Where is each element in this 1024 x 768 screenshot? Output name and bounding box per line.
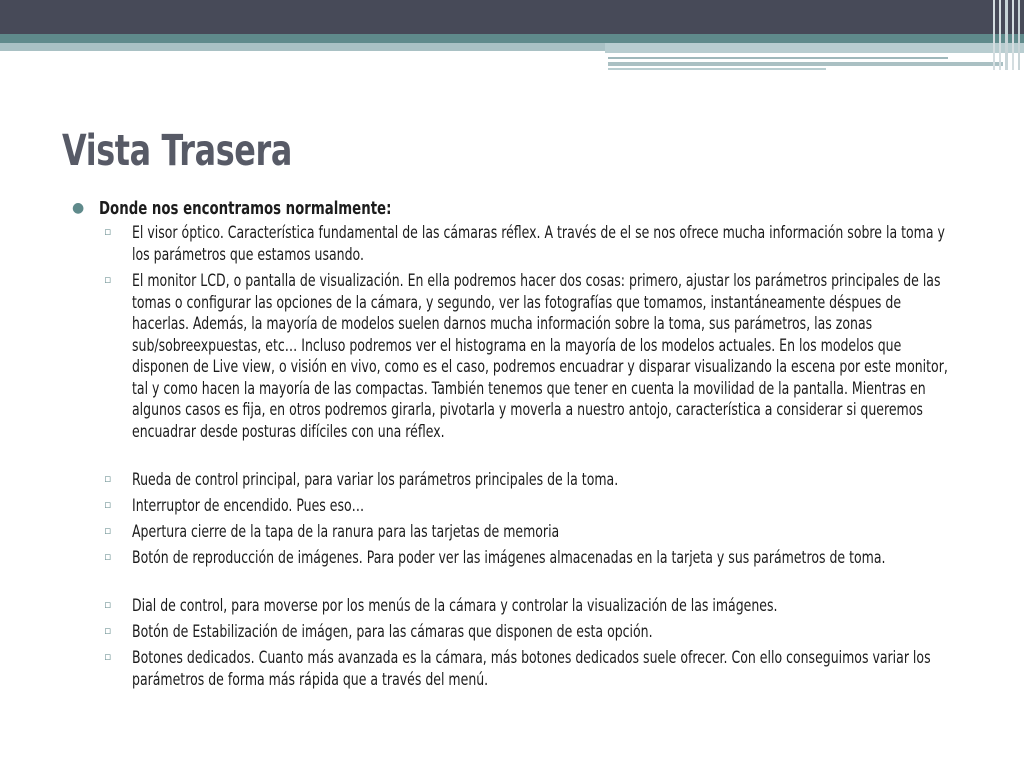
header-vertical-line [1012, 0, 1014, 70]
list-item-text: Interruptor de encendido. Pues eso… [132, 496, 365, 516]
square-bullet-icon: ▫ [104, 472, 112, 485]
header-band-dark [0, 0, 1024, 34]
square-bullet-icon: ▫ [104, 598, 112, 611]
square-bullet-icon: ▫ [104, 550, 112, 563]
list-item [0, 223, 1024, 266]
list-item-text: Rueda de control principal, para variar los parámetros principales de la toma. [132, 470, 619, 490]
list-item-text: Botón de Estabilización de imágen, para las cámaras que disponen de esta opción. [132, 622, 653, 642]
header-vertical-line [1018, 0, 1020, 70]
slide-title: Vista Trasera [62, 126, 292, 176]
square-bullet-icon: ▫ [104, 498, 112, 511]
header-strip [608, 68, 826, 70]
header-band-light-right [605, 43, 1024, 53]
list-item [0, 271, 1024, 465]
header-band-teal [0, 34, 1024, 43]
list-item [0, 496, 1024, 517]
header-vertical-line [999, 0, 1001, 70]
square-bullet-icon: ▫ [104, 524, 112, 537]
header-band-light [0, 43, 605, 51]
list-item [0, 622, 1024, 643]
sub-bullet-list [0, 223, 1024, 696]
list-item [0, 648, 1024, 691]
bullet-dot-icon: ● [72, 200, 85, 216]
list-item-text: El monitor LCD, o pantalla de visualización. En ella podremos hacer dos cosas: primero, ajustar los parámetros principales de las tomas o configurar las opciones de la cámara, y segundo, ver las fotografías que tomamos, instantáneamente déspues de hacerlas. Además, la mayoría de modelos suelen darnos mucha información sobre la toma, sus parámetros, las zonas sub/sobreexpuestas, etc… Incluso podremos ver el histograma en la mayoría de los modelos actuales. En los modelos que disponen de Live view, o visión en vivo, como es el caso, podremos encuadrar y disparar visualizando la escena por este monitor, tal y como hacen la mayoría de las compactas. También tenemos que tener en cuenta la movilidad de la pantalla. Mientras en algunos casos es fija, en otros podremos girarla, pivotarla y moverla a nuestro antojo, característica a considerar si queremos encuadrar desde posturas difíciles con una réflex. [132, 271, 948, 442]
main-bullet-text: Donde nos encontramos normalmente: [99, 198, 392, 219]
list-item [0, 522, 1024, 543]
square-bullet-icon: ▫ [104, 273, 112, 286]
list-item [0, 470, 1024, 491]
square-bullet-icon: ▫ [104, 650, 112, 663]
list-item-text: El visor óptico. Característica fundamental de las cámaras réflex. A través de el se nos ofrece mucha información sobre la toma y los parámetros que estamos usando. [132, 223, 945, 265]
list-item [0, 548, 1024, 591]
header-vertical-line [993, 0, 995, 70]
square-bullet-icon: ▫ [104, 225, 112, 238]
header-strip [608, 62, 1003, 66]
list-item-text: Botón de reproducción de imágenes. Para poder ver las imágenes almacenadas en la tarjeta y sus parámetros de toma. [132, 548, 886, 568]
list-item [0, 596, 1024, 617]
square-bullet-icon: ▫ [104, 624, 112, 637]
list-item-text: Apertura cierre de la tapa de la ranura para las tarjetas de memoria [132, 522, 560, 542]
header-strip [608, 57, 948, 59]
header-vertical-line [1005, 0, 1008, 70]
list-item-text: Botones dedicados. Cuanto más avanzada es la cámara, más botones dedicados suele ofrecer. Con ello conseguimos variar los parámetros de forma más rápida que a través del menú. [132, 648, 931, 690]
list-item-text: Dial de control, para moverse por los menús de la cámara y controlar la visualización de las imágenes. [132, 596, 778, 616]
